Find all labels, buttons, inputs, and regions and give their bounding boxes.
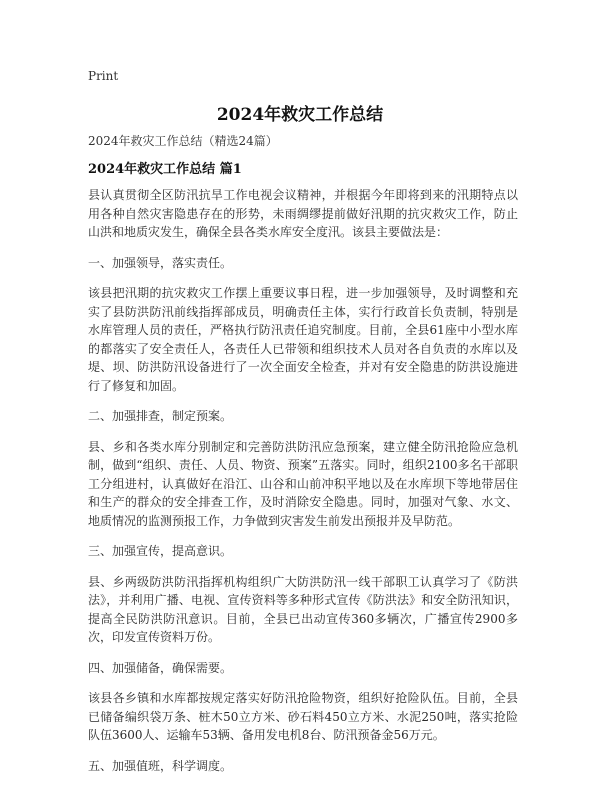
document-subtitle: 2024年救灾工作总结（精选24篇） xyxy=(88,134,278,148)
document-body xyxy=(88,186,518,787)
heading-inspection: 二、加强排查，制定预案。 xyxy=(88,409,233,423)
section-title: 2024年救灾工作总结 篇1 xyxy=(88,162,242,177)
print-link[interactable]: Print xyxy=(88,69,119,83)
paragraph-leadership: 该县把汛期的抗灾救灾工作摆上重要议事日程，进一步加强领导，及时调整和充实了县防洪防汛前线指挥部成员，明确责任主体，实行行政首长负责制，特别是水库管理人员的责任，严格执行防汛责任追究制度。目前，全县61座中小型水库的都落实了安全责任人，各责任人已带领和组织技术人员对各自负责的水库以及堤、坝、防洪防汛设备进行了一次全面安全检查，并对有安全隐患的防洪设施进行了修复和加固。 xyxy=(88,286,518,393)
heading-publicity: 三、加强宣传，提高意识。 xyxy=(88,544,233,558)
paragraph-publicity: 县、乡两级防洪防汛指挥机构组织广大防洪防汛一线干部职工认真学习了《防洪法》，并利用广播、电视、宣传资料等多种形式宣传《防洪法》和安全防汛知识，提高全民防洪防汛意识。目前，全县已出动宣传360多辆次，广播宣传2900多次，印发宣传资料万份。 xyxy=(88,574,518,644)
paragraph-reserves: 该县各乡镇和水库都按规定落实好防汛抢险物资，组织好抢险队伍。目前，全县已储备编织袋万条、桩木50立方米、砂石料450立方米、水泥250吨，落实抢险队伍3600人、运输车53辆、备用发电机8台、防汛预备金56万元。 xyxy=(88,691,518,742)
page-title: 2024年救灾工作总结 xyxy=(216,105,384,125)
heading-leadership: 一、加强领导，落实责任。 xyxy=(88,255,233,270)
paragraph-inspection: 县、乡和各类水库分别制定和完善防洪防汛应急预案，建立健全防汛抢险应急机制，做到“组织、责任、人员、物资、预案”五落实。同时，组织2100多名干部职工分组进村，认真做好在沿江、山谷和山前冲积平地以及在水库坝下等地带居住和生产的群众的安全排查工作，及时消除安全隐患。同时，加强对气象、水文、地质情况的监测预报工作，力争做到灾害发生前发出预报并及早防范。 xyxy=(88,439,518,528)
heading-reserves: 四、加强储备，确保需要。 xyxy=(88,660,233,675)
intro-paragraph: 县认真贯彻全区防汛抗旱工作电视会议精神，并根据今年即将到来的汛期特点以用各种自然灾害隐患存在的形势，未雨绸缪提前做好汛期的抗灾救灾工作，防止山洪和地质灾发生，确保全县各类水库安全度汛。该县主要做法是： xyxy=(88,188,518,239)
heading-duty: 五、加强值班，科学调度。 xyxy=(88,758,233,773)
